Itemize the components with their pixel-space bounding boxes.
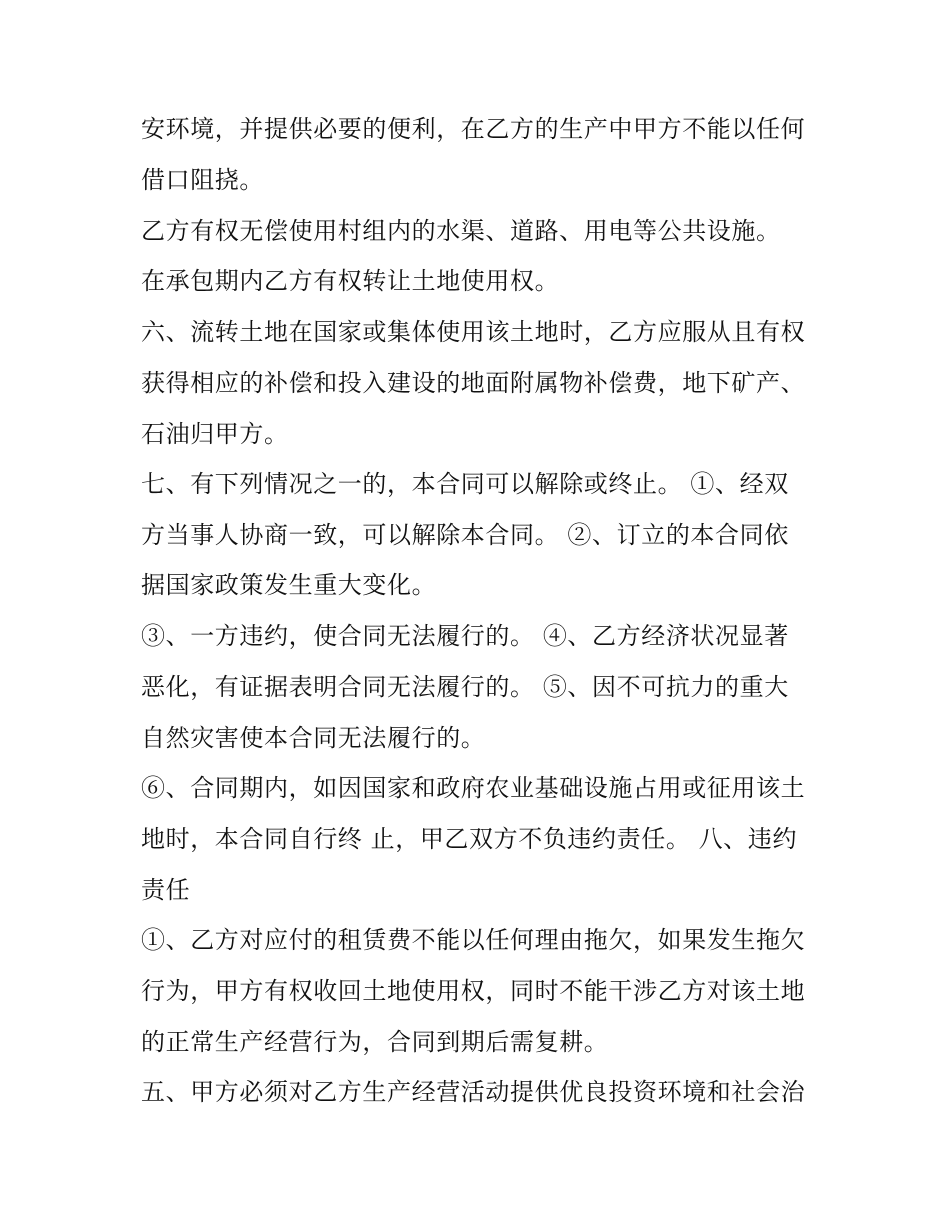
text-line: 获得相应的补偿和投入建设的地面附属物补偿费，地下矿产、 bbox=[141, 369, 806, 397]
text-line: 六、流转土地在国家或集体使用该土地时，乙方应服从且有权 bbox=[141, 318, 806, 346]
text-line: 在承包期内乙方有权转让土地使用权。 bbox=[141, 267, 560, 295]
text-line: 七、有下列情况之一的，本合同可以解除或终止。 ①、经双 bbox=[141, 470, 789, 498]
text-line: 石油归甲方。 bbox=[141, 420, 289, 448]
text-line: 恶化，有证据表明合同无法履行的。 ⑤、因不可抗力的重大 bbox=[141, 673, 789, 701]
text-line: 责任 bbox=[141, 876, 191, 904]
text-line: 乙方有权无偿使用村组内的水渠、道路、用电等公共设施。 bbox=[141, 217, 781, 245]
text-line: 五、甲方必须对乙方生产经营活动提供优良投资环境和社会治 bbox=[141, 1078, 806, 1106]
text-line: 行为，甲方有权收回土地使用权，同时不能干涉乙方对该土地 bbox=[141, 977, 806, 1005]
text-line: 地时，本合同自行终 止，甲乙双方不负违约责任。 八、违约 bbox=[141, 825, 798, 853]
text-line: 方当事人协商一致，可以解除本合同。 ②、订立的本合同依 bbox=[141, 521, 789, 549]
text-line: 借口阻挠。 bbox=[141, 166, 264, 194]
text-line: 的正常生产经营行为，合同到期后需复耕。 bbox=[141, 1028, 609, 1056]
text-line: 自然灾害使本合同无法履行的。 bbox=[141, 724, 486, 752]
text-line: ③、一方违约，使合同无法履行的。 ④、乙方经济状况显著 bbox=[141, 622, 789, 650]
text-line: 据国家政策发生重大变化。 bbox=[141, 571, 437, 599]
text-line: ⑥、合同期内，如因国家和政府农业基础设施占用或征用该土 bbox=[141, 774, 806, 802]
text-line: ①、乙方对应付的租赁费不能以任何理由拖欠，如果发生拖欠 bbox=[141, 926, 806, 954]
text-line: 安环境，并提供必要的便利，在乙方的生产中甲方不能以任何 bbox=[141, 115, 806, 143]
